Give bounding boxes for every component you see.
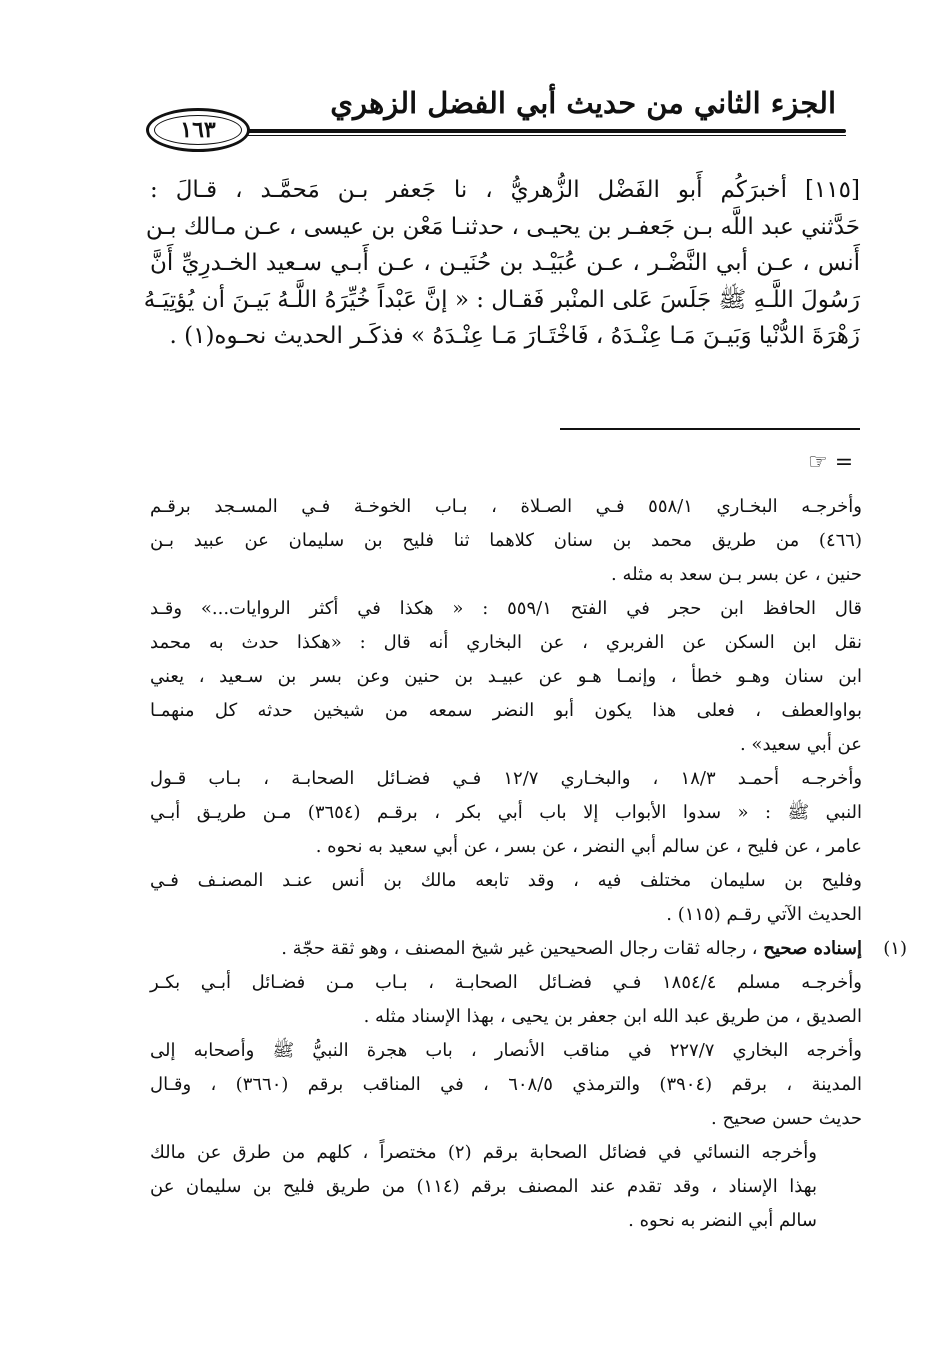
grading-label: إسناده صحيح <box>763 938 862 959</box>
footnote-marker: (١) <box>883 938 907 959</box>
footnote-1-first-line <box>150 932 907 966</box>
page-header <box>146 82 846 157</box>
footnote-line: وأخرجه البخاري ٢٢٧/٧ في مناقب الأنصار ، باب هجرة النبيُّ ﷺ وأصحابه إلى <box>150 1040 862 1061</box>
footnote-line: الصديق ، من طريق عبد الله ابن جعفر بن يحيى ، بهذا الإسناد مثله . <box>363 1006 862 1027</box>
footnote-line: المدينة ، برقم (٣٩٠٤) والترمذي ٦٠٨/٥ ، في المناقب برقم (٣٦٦٠) ، وقـال <box>150 1074 862 1095</box>
header-rule-thin <box>224 135 846 136</box>
header-rule <box>224 129 846 133</box>
page-number-oval <box>146 108 250 152</box>
footnote-line: حنين ، عن بسر بـن سعد به مثله . <box>611 564 862 585</box>
hadith-line: أَنس ، عـن أبي النَّضْـر ، عـن عُبَيْـد بن حُنَيـن ، عـن أَبـي سـعيد الخـدرِيِّ أَنَّ <box>150 250 860 276</box>
footnote-line: وفليح بن سليمان مختلف فيه ، وقد تابعه مالك بن أنس عنـد المصنـف فـي <box>150 870 862 891</box>
page-number: ١٦٣ <box>180 117 216 143</box>
footnote-separator <box>560 428 860 430</box>
footnote-line: الحديث الآتي رقـم (١١٥) . <box>666 904 862 925</box>
footnote-line: النبي ﷺ : « سدوا الأبواب إلا باب أبي بكر ، برقـم (٣٦٥٤) مـن طريـق أبـي <box>150 802 862 823</box>
hadith-line: رَسُولَ اللَّـهِ ﷺ جَلَسَ عَلى المنْبر فَقـال : « إنَّ عَبْداً خُيِّرَهُ اللَّـهُ بَيـنَ أن يُؤتِيَـهُ <box>143 286 860 313</box>
footnote-line: بهذا الإسناد ، وقد تقدم عند المصنف برقم (١١٤) من طريق فليح بن سليمان عن <box>150 1176 817 1197</box>
footnote-line: وأخرجـه البخـاري ٥٥٨/١ فـي الصـلاة ، بـاب الخوخـة فـي المسـجد برقـم <box>150 496 862 517</box>
hadith-line: زَهْرَةَ الدُّنْيا وَبَيـنَ مَـا عِنْـدَهُ ، فَاخْتَـارَ مَـا عِنْـدَهُ » فذكَـر الحديث نحـوه(١) . <box>169 323 860 349</box>
footnote-line: عن أبي سعيد» . <box>739 734 862 755</box>
footnote-line: وأخرجـه مسلم ١٨٥٤/٤ فـي فضـائل الصحابـة ، بـاب مـن فضـائل أبـي بكـر <box>150 972 862 993</box>
hadith-text <box>143 172 860 355</box>
footnote-line: (٤٦٦) من طريق محمد بن سنان كلاهما ثنا فليح بن سليمان عن عبيد بـن <box>150 530 862 551</box>
hadith-line: [١١٥] أخبرَكُم أَبو الفَضْل الزُّهريُّ ، نا جَعفر بـن مَحمَّـد ، قـالَ : <box>150 177 860 203</box>
footnote-line: قال الحافظ ابن حجر في الفتح ٥٥٩/١ : « هكذا في أكثر الروايات...» وقـد <box>150 598 862 619</box>
footnote-line: بواوالعطف ، فعلى هذا يكون أبو النضر سمعه من شيخين حدثه كل منهمـا <box>150 700 862 721</box>
footnote-line: عامر ، عن فليح ، عن سالم أبي النضر ، عن بسر ، عن أبي سعيد به نحوه . <box>315 836 862 857</box>
footnote-line: ابن سنان وهـو خطأ ، وإنمـا هـو عن عبيـد بن حنين وعن بسر بن سـعيد ، يعني <box>150 666 862 687</box>
continuation-mark: = ☞ <box>808 450 854 475</box>
footnote-line-rest: ، رجاله ثقات رجال الصحيحين غير شيخ المصنف ، وهو ثقة حجّة . <box>281 938 758 959</box>
footnote-line: نقل ابن السكن عن الفربري ، عن البخاري أنه قال : «هكذا حدث به محمد <box>150 632 862 653</box>
hadith-line: حَدَّثني عبد اللَّه بـن جَعفـر بن يحيـى ، حدثنـا مَعْن بن عيسى ، عـن مـالك بـن <box>145 213 860 240</box>
running-title: الجزء الثاني من حديث أبي الفضل الزهري <box>330 86 836 120</box>
footnote-line: وأخرجه النسائي في فضائل الصحابة برقم (٢) مختصراً ، كلهم من طرق عن مالك <box>150 1142 817 1163</box>
footnote-line: سالم أبي النضر به نحوه . <box>628 1210 817 1231</box>
footnotes <box>150 490 907 1238</box>
footnote-line: وأخرجـه أحمـد ١٨/٣ ، والبخـاري ١٢/٧ فـي فضـائل الصحابـة ، بـاب قـول <box>150 768 863 789</box>
footnote-line: حديث حسن صحيح . <box>711 1108 862 1129</box>
